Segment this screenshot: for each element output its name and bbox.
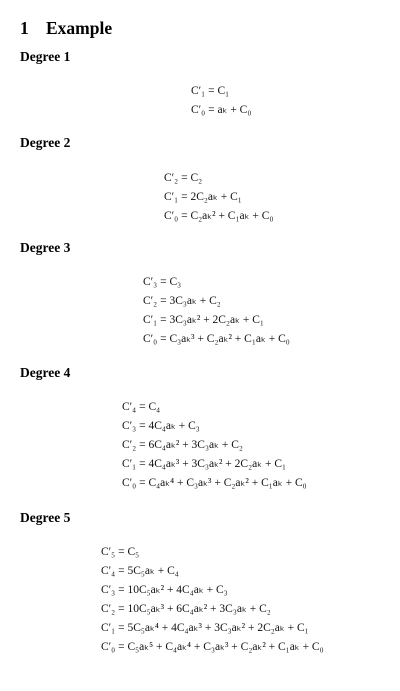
equation-rhs: = 10C₅aₖ³ + 6C₄aₖ² + 3C₃aₖ + C₂ bbox=[118, 603, 271, 615]
section-number: 1 bbox=[20, 18, 29, 38]
equation-line bbox=[164, 207, 273, 226]
equation-rhs: = 4C₄aₖ + C₃ bbox=[139, 420, 200, 432]
equation-rhs: = 3C₃aₖ + C₂ bbox=[160, 295, 221, 307]
equation-line bbox=[191, 82, 229, 101]
equation-line bbox=[101, 619, 309, 638]
equation-lhs: C′₃ bbox=[122, 420, 137, 432]
equation-lhs: C′₃ bbox=[143, 276, 158, 288]
equation-rhs: = C₄aₖ⁴ + C₃aₖ³ + C₂aₖ² + C₁aₖ + C₀ bbox=[139, 477, 307, 489]
equation-lhs: C′₁ bbox=[143, 314, 158, 326]
equation-line bbox=[101, 543, 139, 562]
degree-5-heading: Degree 5 bbox=[20, 510, 71, 525]
equation-rhs: = C₂ bbox=[181, 172, 203, 184]
equation-rhs: = 2C₂aₖ + C₁ bbox=[181, 191, 242, 203]
section-heading bbox=[20, 18, 112, 39]
equation-line bbox=[101, 638, 324, 657]
equation-rhs: = aₖ + C₀ bbox=[208, 104, 252, 116]
equation-rhs: = C₁ bbox=[208, 85, 230, 97]
equation-lhs: C′₁ bbox=[122, 458, 137, 470]
equation-lhs: C′₃ bbox=[101, 584, 116, 596]
equation-lhs: C′₁ bbox=[164, 191, 179, 203]
degree-3-heading: Degree 3 bbox=[20, 240, 71, 255]
equation-line bbox=[143, 273, 181, 292]
equation-line bbox=[101, 600, 271, 619]
equation-lhs: C′₄ bbox=[122, 401, 137, 413]
equation-lhs: C′₂ bbox=[122, 439, 137, 451]
section-title: Example bbox=[46, 18, 113, 38]
equation-lhs: C′₂ bbox=[164, 172, 179, 184]
equation-rhs: = 10C₅aₖ² + 4C₄aₖ + C₃ bbox=[118, 584, 228, 596]
equation-lhs: C′₀ bbox=[122, 477, 137, 489]
equation-rhs: = 5C₅aₖ + C₄ bbox=[118, 565, 179, 577]
equation-line bbox=[143, 311, 264, 330]
equation-lhs: C′₁ bbox=[191, 85, 206, 97]
equation-rhs: = 4C₄aₖ³ + 3C₃aₖ² + 2C₂aₖ + C₁ bbox=[139, 458, 287, 470]
equation-lhs: C′₂ bbox=[143, 295, 158, 307]
equation-line bbox=[122, 398, 160, 417]
equation-line bbox=[101, 581, 228, 600]
equation-rhs: = C₅ bbox=[118, 546, 140, 558]
equation-line bbox=[122, 436, 243, 455]
equation-rhs: = 3C₃aₖ² + 2C₂aₖ + C₁ bbox=[160, 314, 264, 326]
equation-rhs: = 5C₅aₖ⁴ + 4C₄aₖ³ + 3C₃aₖ² + 2C₂aₖ + C₁ bbox=[118, 622, 309, 634]
degree-1-heading: Degree 1 bbox=[20, 49, 71, 64]
equation-rhs: = C₅aₖ⁵ + C₄aₖ⁴ + C₃aₖ³ + C₂aₖ² + C₁aₖ + C₀ bbox=[118, 641, 324, 653]
degree-4-heading: Degree 4 bbox=[20, 365, 71, 380]
equation-lhs: C′₂ bbox=[101, 603, 116, 615]
equation-line bbox=[122, 417, 200, 436]
equation-line bbox=[191, 101, 251, 120]
equation-rhs: = 6C₄aₖ² + 3C₃aₖ + C₂ bbox=[139, 439, 243, 451]
equation-lhs: C′₁ bbox=[101, 622, 116, 634]
equation-lhs: C′₀ bbox=[143, 333, 158, 345]
equation-line bbox=[143, 292, 221, 311]
equation-lhs: C′₀ bbox=[101, 641, 116, 653]
equation-line bbox=[164, 169, 202, 188]
equation-rhs: = C₄ bbox=[139, 401, 161, 413]
equation-rhs: = C₃ bbox=[160, 276, 182, 288]
equation-line bbox=[122, 455, 286, 474]
equation-rhs: = C₂aₖ² + C₁aₖ + C₀ bbox=[181, 210, 274, 222]
equation-line bbox=[164, 188, 242, 207]
equation-lhs: C′₅ bbox=[101, 546, 116, 558]
equation-lhs: C′₀ bbox=[191, 104, 206, 116]
equation-line bbox=[143, 330, 290, 349]
equation-lhs: C′₄ bbox=[101, 565, 116, 577]
equation-lhs: C′₀ bbox=[164, 210, 179, 222]
equation-line bbox=[122, 474, 307, 493]
equation-line bbox=[101, 562, 179, 581]
equation-rhs: = C₃aₖ³ + C₂aₖ² + C₁aₖ + C₀ bbox=[160, 333, 290, 345]
degree-2-heading: Degree 2 bbox=[20, 135, 71, 150]
